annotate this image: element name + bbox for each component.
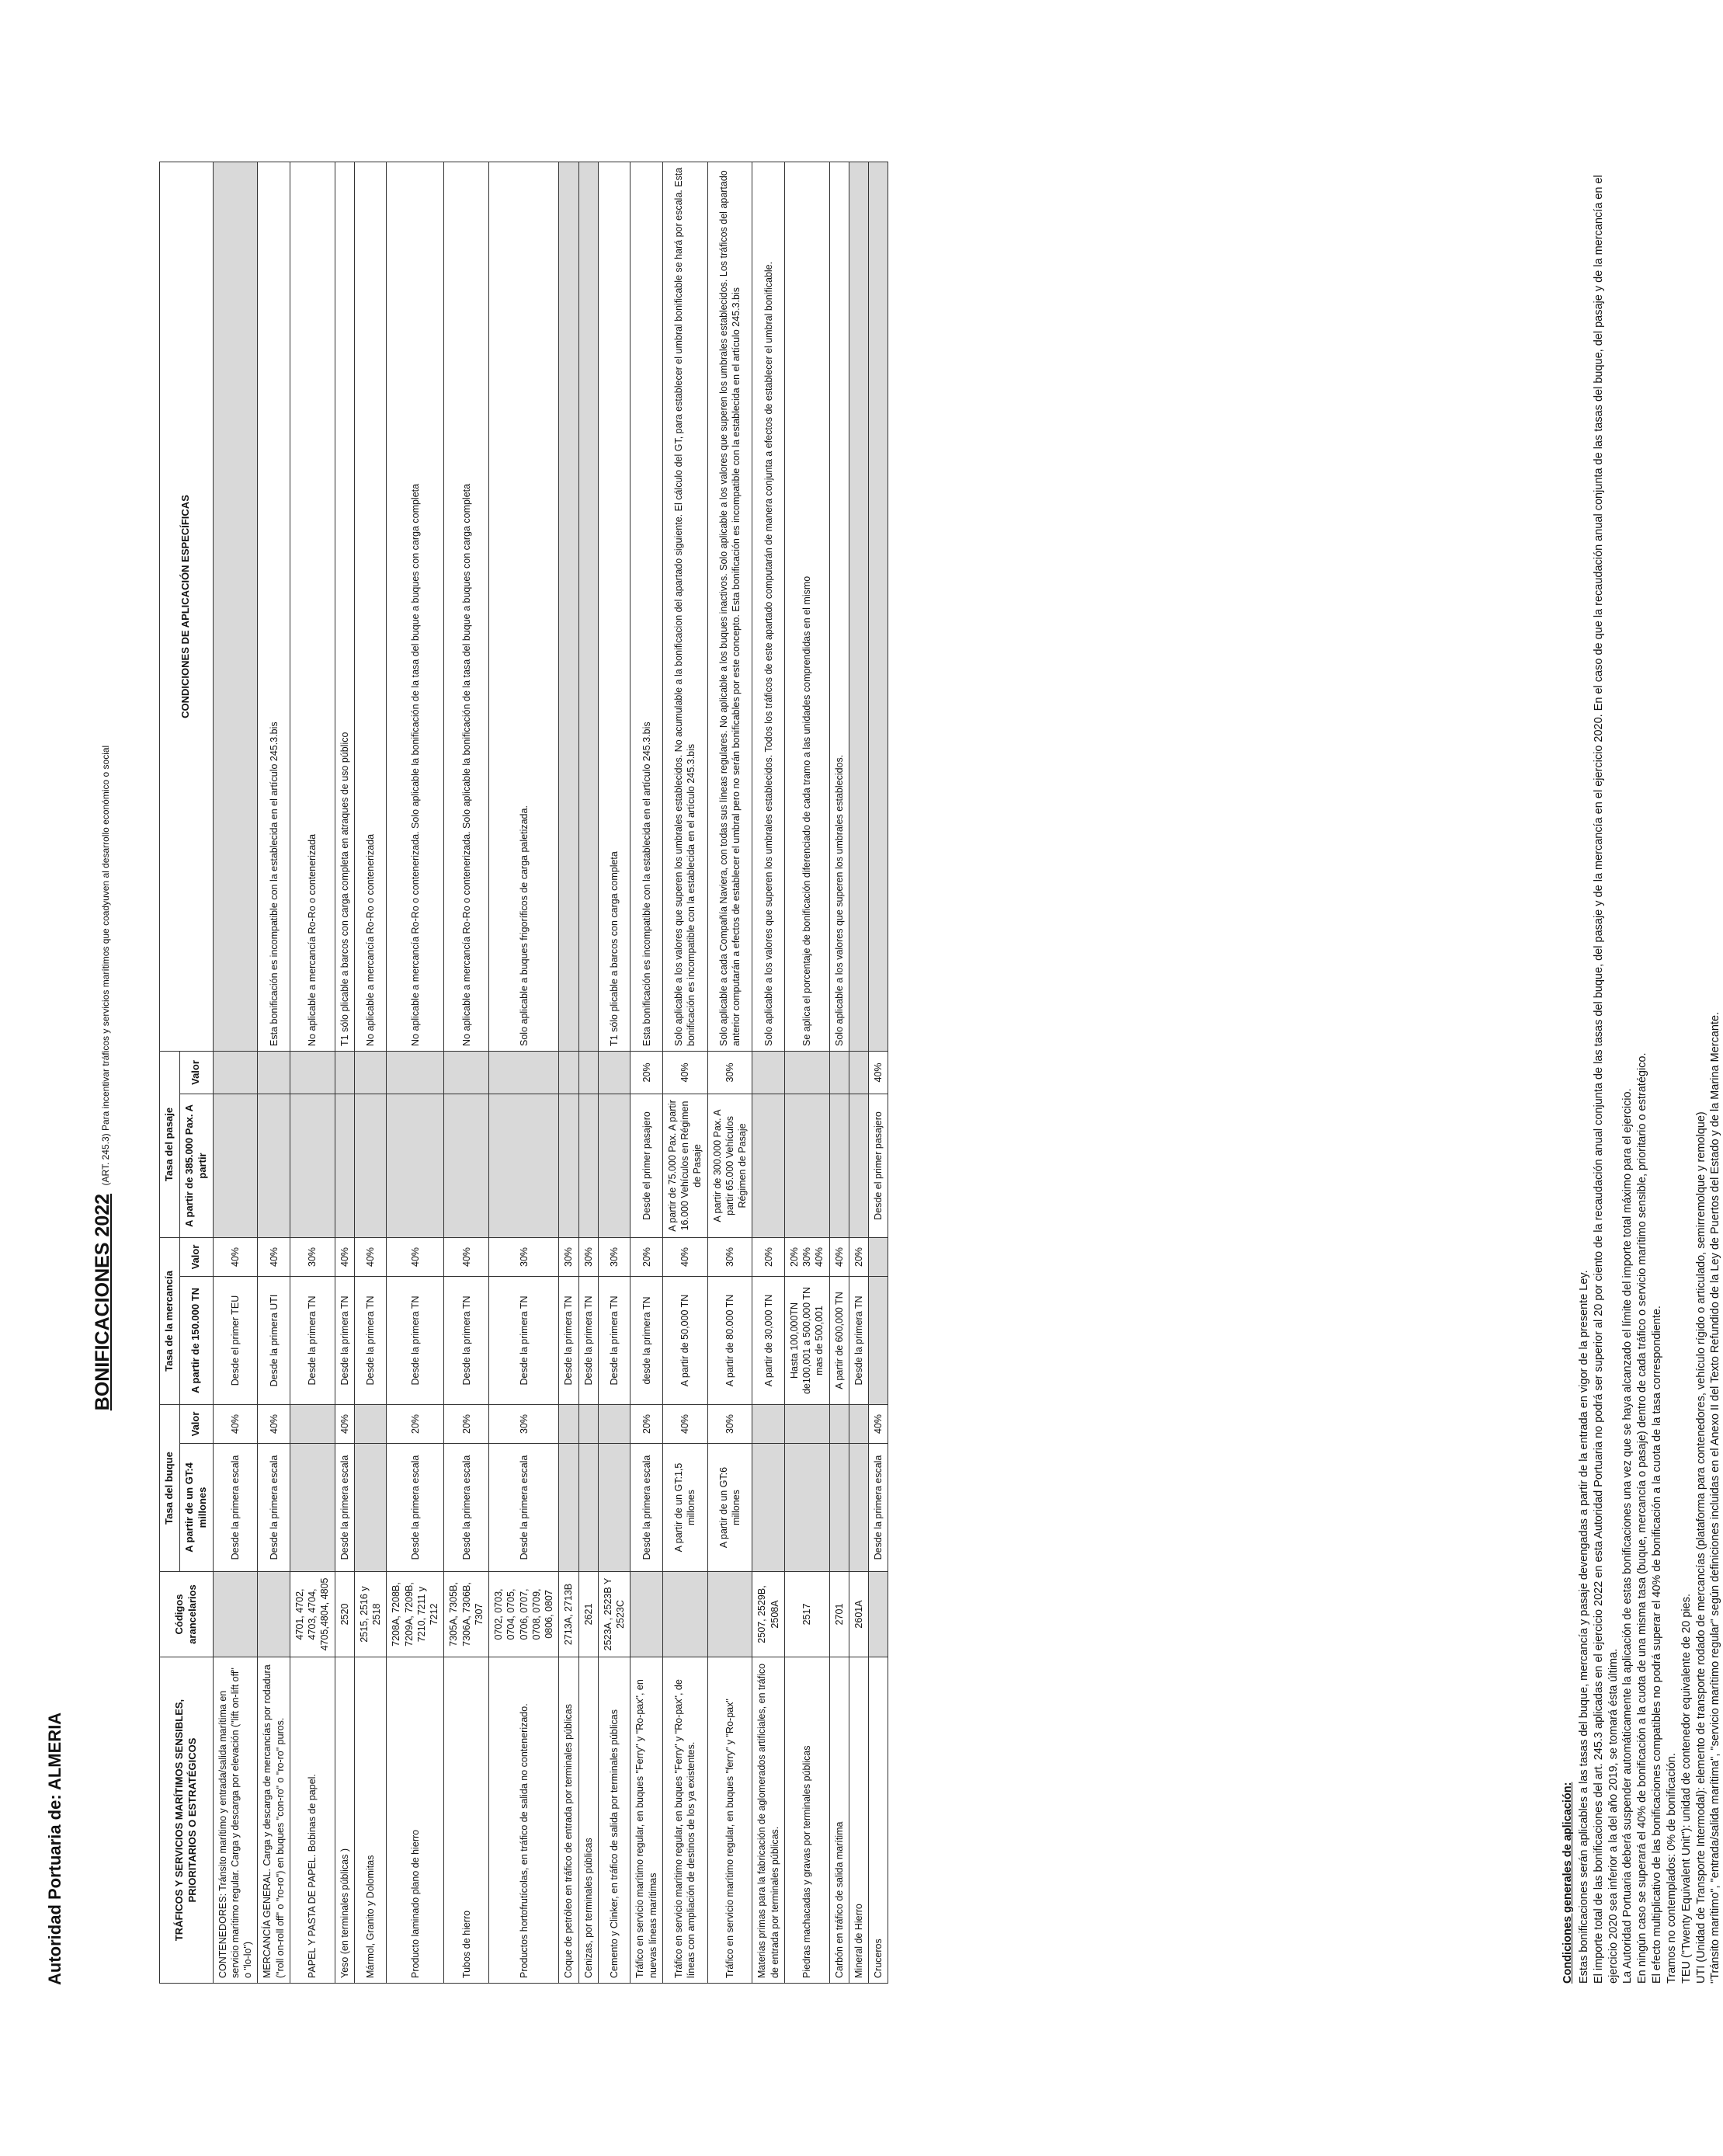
header-buque-umbral: A partir de un GT:4 millones [179,1444,213,1572]
cell-buque-valor: 20% [630,1404,663,1443]
cell-trafico: Tráfico en servicio marítimo regular, en buques "ferry" y "Ro-pax" [707,1657,752,1984]
cell-buque: Desde la primera escala [213,1444,258,1572]
cell-mercancia-valor: 40% [444,1237,489,1276]
cell-pasaje-valor [598,1051,630,1094]
cell-codigos: 2515, 2516 y 2518 [354,1572,387,1657]
cell-condiciones [578,162,598,1051]
cell-pasaje: A partir de 75.000 Pax. A partir 16.000 Vehículos en Régimen de Pasaje [662,1094,707,1237]
cell-codigos: 2713A, 2713B [559,1572,578,1657]
cell-mercancia: A partir de 30,000 TN [752,1276,785,1404]
cell-condiciones: T1 sólo plicable a barcos con carga completa [598,162,630,1051]
cell-buque-valor: 40% [662,1404,707,1443]
table-row [630,162,663,1983]
cell-condiciones [869,162,888,1051]
condition-line: El importe total de las bonificaciones del art. 245.3 aplicadas en el ejercicio 2022 en esta Autoridad Portuaria no podrá ser superior al 20 por ciento de la recaudación anual conjunta de las tasas del buque, del pasaje y de la mercancía en el ejercicio 2020. En el caso de que la recaudación anual conjunta de las tasas del buque, del pasaje y de la mercancía en el ejercicio 2020 sea inferior a la del año 2019, se tomará ésta última. [1592,175,1620,1984]
cell-pasaje [335,1094,354,1237]
cell-pasaje-valor [559,1051,578,1094]
cell-condiciones: T1 sólo plicable a barcos con carga completa en atraques de uso público [335,162,354,1051]
cell-mercancia-valor: 40% [829,1237,849,1276]
cell-mercancia-valor: 40% [258,1237,290,1276]
cell-mercancia-valor: 30% [290,1237,335,1276]
cell-pasaje [598,1094,630,1237]
cell-pasaje-valor [489,1051,559,1094]
cell-buque-valor [559,1404,578,1443]
cell-trafico: Materias primas para la fabricación de aglomerados artificiales, en tráfico de entrada por terminales públicas. [752,1657,785,1984]
cell-trafico: Carbón en tráfico de salida marítima [829,1657,849,1984]
cell-pasaje-valor [829,1051,849,1094]
cell-mercancia: A partir de 80.000 TN [707,1276,752,1404]
cell-buque [752,1444,785,1572]
cell-buque [354,1444,387,1572]
table-row [849,162,868,1983]
cell-buque: Desde la primera escala [387,1444,444,1572]
cell-condiciones: Esta bonificación es incompatible con la establecida en el artículo 245.3.bis [258,162,290,1051]
header-mercancia: Tasa de la mercancía [160,1237,180,1404]
cell-codigos: 7208A, 7208B, 7209A, 7209B, 7210, 7211 y 7212 [387,1572,444,1657]
cell-mercancia: Desde la primera TN [559,1276,578,1404]
cell-buque-valor [290,1404,335,1443]
cell-pasaje-valor [258,1051,290,1094]
cell-pasaje [387,1094,444,1237]
cell-trafico: Coque de petróleo en tráfico de entrada por terminales públicas [559,1657,578,1984]
table-row [258,162,290,1983]
header-pasaje: Tasa del pasaje [160,1051,180,1237]
cell-mercancia-valor [869,1237,888,1276]
cell-buque: A partir de un GT:6 millones [707,1444,752,1572]
table-row [354,162,387,1983]
cell-codigos [869,1572,888,1657]
cell-buque-valor [829,1404,849,1443]
cell-codigos: 2621 [578,1572,598,1657]
table-row [387,162,444,1983]
cell-codigos: 2601A [849,1572,868,1657]
cell-mercancia-valor: 30% [489,1237,559,1276]
cell-mercancia: A partir de 600,000 TN [829,1276,849,1404]
cell-trafico: Piedras machacadas y gravas por terminales públicas [784,1657,829,1984]
header-condiciones: CONDICIONES DE APLICACIÓN ESPECÍFICAS [160,162,214,1051]
cell-mercancia-valor: 30% [707,1237,752,1276]
cell-buque [784,1444,829,1572]
cell-pasaje-valor [578,1051,598,1094]
cell-condiciones: No aplicable a mercancía Ro-Ro o contenerizada. Solo aplicable la bonificación de la tasa del buque a buques con carga completa [387,162,444,1051]
conditions-title: Condiciones generales de aplicación: [1561,1782,1574,1984]
cell-buque [290,1444,335,1572]
cell-mercancia: Desde la primera TN [290,1276,335,1404]
cell-buque-valor: 40% [258,1404,290,1443]
header-buque: Tasa del buque [160,1404,180,1571]
cell-pasaje-valor [752,1051,785,1094]
cell-pasaje: A partir de 300.000 Pax. A partir 65.000 Vehículos Régimen de Pasaje [707,1094,752,1237]
condition-line: En ningún caso se superará el 40% de bonificación a la cuota de una misma tasa (buque, mercancía o pasaje) dentro de cada tráfico o servicio marítimo sensible, prioritario o estratégico. [1636,1052,1649,1984]
cell-mercancia: Hasta 100,000TN de100,001 a 500,000 TN mas de 500,001 [784,1276,829,1404]
cell-condiciones: Solo aplicable a los valores que superen los umbrales establecidos. Todos los tráficos de este apartado computarán de manera conjunta a efectos de establecer el umbral bonificable. [752,162,785,1051]
table-row [707,162,752,1983]
conditions-lines [1577,162,1723,1984]
cell-condiciones: Solo aplicable a los valores que superen los umbrales establecidos. [829,162,849,1051]
cell-buque: Desde la primera escala [444,1444,489,1572]
cell-condiciones: No aplicable a mercancía Ro-Ro o contenerizada. Solo aplicable la bonificación de la tasa del buque a buques con carga completa [444,162,489,1051]
cell-mercancia-valor: 30% [578,1237,598,1276]
table-row [578,162,598,1983]
cell-pasaje [290,1094,335,1237]
cell-condiciones: No aplicable a mercancía Ro-Ro o contenerizada [354,162,387,1051]
cell-pasaje-valor [354,1051,387,1094]
cell-pasaje [489,1094,559,1237]
cell-mercancia: Desde la primera TN [489,1276,559,1404]
cell-codigos: 0702, 0703, 0704, 0705, 0706, 0707, 0708, 0709, 0806, 0807 [489,1572,559,1657]
cell-mercancia-valor: 20% 30% 40% [784,1237,829,1276]
cell-condiciones [559,162,578,1051]
table-row [335,162,354,1983]
cell-buque: Desde la primera escala [489,1444,559,1572]
cell-mercancia [869,1276,888,1404]
cell-condiciones: Solo aplicable a los valores que superen los umbrales establecidos. No acumulable a la bonificacion del apartado siguiente. El cálculo del GT, para establecer el umbral bonificable se hará por escala. Esta bonificación es incompatible con la establecida en el artículo 245.3.bis [662,162,707,1051]
title-line [92,0,114,2156]
cell-buque-valor [598,1404,630,1443]
cell-pasaje [752,1094,785,1237]
cell-buque [849,1444,868,1572]
condition-line: "Tránsito marítimo", "entrada/salida marítima", "servicio marítimo regular" según definiciones incluidas en el Anexo II del Texto Refundido de la Ley de Puertos del Estado y de la Marina Mercante. [1709,1011,1722,1984]
table-row [290,162,335,1983]
cell-mercancia-valor: 20% [752,1237,785,1276]
cell-trafico: Cruceros [869,1657,888,1984]
header-mercancia-valor: Valor [179,1237,213,1276]
cell-codigos [213,1572,258,1657]
page-subtitle: (ART. 245.3) Para incentivar tráficos y servicios marítimos que coadyuven al desarrollo económico o social [100,745,111,1186]
cell-pasaje [258,1094,290,1237]
cell-buque-valor [752,1404,785,1443]
table-row [662,162,707,1983]
cell-pasaje-valor [784,1051,829,1094]
table-row [598,162,630,1983]
cell-pasaje: Desde el primer pasajero [630,1094,663,1237]
table-row [213,162,258,1983]
cell-pasaje-valor [387,1051,444,1094]
cell-trafico: CONTENEDORES: Tránsito marítimo y entrada/salida marítima en servicio marítimo regular. Carga y descarga por elevación ("lift on-lift off" o "lo-lo") [213,1657,258,1984]
cell-buque: Desde la primera escala [869,1444,888,1572]
cell-buque: A partir de un GT:1,5 millones [662,1444,707,1572]
cell-pasaje [578,1094,598,1237]
header-pasaje-valor: Valor [179,1051,213,1094]
cell-buque-valor: 20% [387,1404,444,1443]
header-trafico: TRÁFICOS Y SERVICIOS MARÍTIMOS SENSIBLES, PRIORITARIOS O ESTRATÉGICOS [160,1657,214,1984]
cell-condiciones: Esta bonificación es incompatible con la establecida en el artículo 245.3.bis [630,162,663,1051]
cell-mercancia-valor: 30% [559,1237,578,1276]
cell-trafico: MERCANCÍA GENERAL. Carga y descarga de mercancías por rodadura ("roll on-roll off" o "ro-ro") en buques "con-ro" o "ro-ro" puros. [258,1657,290,1984]
cell-buque-valor: 30% [707,1404,752,1443]
cell-mercancia-valor: 40% [213,1237,258,1276]
table-row [829,162,849,1983]
cell-trafico: Productos hortofrutícolas, en tráfico de salida no contenerizado. [489,1657,559,1984]
cell-codigos: 2507, 2529B, 2508A [752,1572,785,1657]
cell-mercancia: Desde la primera TN [335,1276,354,1404]
cell-codigos [707,1572,752,1657]
cell-pasaje-valor [335,1051,354,1094]
cell-buque: Desde la primera escala [258,1444,290,1572]
table-row [869,162,888,1983]
cell-mercancia: Desde la primera TN [598,1276,630,1404]
table-row [444,162,489,1983]
condition-line: TEU ("Twenty Equivalent Unit"): unidad de contenedor equivalente de 20 pies. [1680,1594,1693,1984]
cell-pasaje-valor [213,1051,258,1094]
condition-line: El efecto multiplicativo de las bonificaciones compatibles no podrá superar el 40% de bonificación a la cuota de la tasa correspondiente. [1651,1306,1664,1984]
cell-mercancia: Desde la primera TN [444,1276,489,1404]
cell-mercancia-valor: 40% [387,1237,444,1276]
bonificaciones-table [159,162,888,1984]
cell-condiciones: Solo aplicable a cada Compañía Naviera, con todas sus líneas regulares. No aplicable a los buques inactivos. Solo aplicable a los valores que superen los umbrales establecidos. Los tráficos del apartado anterior computarán a efectos de establecer el umbral pero no serán bonificables por este concepto. Esta bonificación es incompatible con la establecida en el artículo 245.3.bis [707,162,752,1051]
cell-condiciones: No aplicable a mercancía Ro-Ro o contenerizada [290,162,335,1051]
table-body [213,162,888,1983]
cell-mercancia: desde la primera TN [630,1276,663,1404]
cell-condiciones: Se aplica el porcentaje de bonificación diferenciado de cada tramo a las unidades comprendidas en el mismo [784,162,829,1051]
cell-codigos [630,1572,663,1657]
table-row [784,162,829,1983]
cell-condiciones: Solo aplicable a buques frigoríficos de carga paletizada. [489,162,559,1051]
cell-condiciones [849,162,868,1051]
cell-trafico: Producto laminado plano de hierro [387,1657,444,1984]
condition-line: Tramos no contemplados: 0% de bonificación. [1665,1753,1678,1984]
cell-pasaje [213,1094,258,1237]
cell-buque-valor: 40% [335,1404,354,1443]
cell-mercancia-valor: 40% [354,1237,387,1276]
cell-codigos: 2523A , 2523B Y 2523C [598,1572,630,1657]
cell-pasaje [354,1094,387,1237]
cell-pasaje [559,1094,578,1237]
cell-buque [829,1444,849,1572]
cell-pasaje-valor [444,1051,489,1094]
cell-mercancia: Desde el primer TEU [213,1276,258,1404]
cell-pasaje-valor: 20% [630,1051,663,1094]
cell-mercancia: Desde la primera TN [354,1276,387,1404]
cell-buque-valor [354,1404,387,1443]
table-row [752,162,785,1983]
cell-pasaje [829,1094,849,1237]
cell-codigos: 4701, 4702, 4703, 4704, 4705,4804, 4805 [290,1572,335,1657]
cell-buque-valor: 40% [213,1404,258,1443]
cell-pasaje [784,1094,829,1237]
cell-mercancia: Desde la primera TN [578,1276,598,1404]
cell-trafico: Mármol, Granito y Dolomitas [354,1657,387,1984]
page-title: BONIFICACIONES 2022 [92,1193,113,1411]
cell-buque-valor: 30% [489,1404,559,1443]
cell-buque: Desde la primera escala [630,1444,663,1572]
cell-trafico: Tubos de hierro [444,1657,489,1984]
cell-buque [559,1444,578,1572]
cell-mercancia-valor: 20% [849,1237,868,1276]
cell-pasaje-valor: 30% [707,1051,752,1094]
cell-trafico: PAPEL Y PASTA DE PAPEL. Bobinas de papel. [290,1657,335,1984]
cell-buque-valor [578,1404,598,1443]
cell-mercancia: Desde la primera UTI [258,1276,290,1404]
cell-trafico: Cenizas, por terminales públicas [578,1657,598,1984]
cell-trafico: Yeso (en terminales públicas ) [335,1657,354,1984]
cell-trafico: Mineral de Hierro [849,1657,868,1984]
table-row [559,162,578,1983]
cell-mercancia-valor: 40% [662,1237,707,1276]
cell-codigos: 2517 [784,1572,829,1657]
cell-mercancia-valor: 20% [630,1237,663,1276]
cell-codigos [258,1572,290,1657]
cell-codigos: 2701 [829,1572,849,1657]
authority-name: Autoridad Portuaria de: ALMERIA [45,1712,64,1985]
cell-mercancia-valor: 40% [335,1237,354,1276]
cell-pasaje-valor: 40% [869,1051,888,1094]
cell-trafico: Cemento y Clinker, en tráfico de salida por terminales públicas [598,1657,630,1984]
cell-buque [578,1444,598,1572]
general-conditions [1561,162,1723,1984]
cell-pasaje: Desde el primer pasajero [869,1094,888,1237]
cell-pasaje-valor [849,1051,868,1094]
header-buque-valor: Valor [179,1404,213,1443]
cell-pasaje [849,1094,868,1237]
cell-pasaje-valor: 40% [662,1051,707,1094]
cell-pasaje [444,1094,489,1237]
cell-buque: Desde la primera escala [335,1444,354,1572]
cell-codigos: 7305A, 7305B, 7306A, 7306B, 7307 [444,1572,489,1657]
cell-codigos: 2520 [335,1572,354,1657]
header-codigos: Códigos arancelarios [160,1572,214,1657]
cell-buque-valor [849,1404,868,1443]
cell-mercancia: Desde la primera TN [387,1276,444,1404]
cell-buque-valor: 20% [444,1404,489,1443]
condition-line: La Autoridad Portuaria deberá suspender automáticamente la aplicación de estas bonificaciones una vez que se haya alcanzado el límite del importe total máximo para el ejercicio. [1621,1088,1634,1984]
cell-pasaje-valor [290,1051,335,1094]
cell-trafico: Tráfico en servicio marítimo regular, en buques "Ferry" y "Ro-pax", de líneas con ampliación de destinos de los ya existentes. [662,1657,707,1984]
header-mercancia-umbral: A partir de 150.000 TN [179,1276,213,1404]
header-pasaje-umbral: A partir de 385.000 Pax. A partir [179,1094,213,1237]
cell-mercancia: A partir de 50,000 TN [662,1276,707,1404]
condition-line: Estas bonificaciones serán aplicables a las tasas del buque, mercancía y pasaje devengadas a partir de la entrada en vigor de la presente Ley. [1577,1270,1590,1984]
cell-mercancia-valor: 30% [598,1237,630,1276]
cell-buque [598,1444,630,1572]
cell-buque-valor: 40% [869,1404,888,1443]
cell-mercancia: Desde la primera TN [849,1276,868,1404]
cell-codigos [662,1572,707,1657]
table-row [489,162,559,1983]
cell-trafico: Tráfico en servicio marítimo regular, en buques "Ferry" y "Ro-pax", en nuevas líneas marítimas [630,1657,663,1984]
cell-condiciones [213,162,258,1051]
cell-buque-valor [784,1404,829,1443]
condition-line: UTI (Unidad de Transporte Intermodal): elemento de transporte rodado de mercancías (plataforma para contenedores, vehículo rígido o articulado, semirremolque y remolque) [1694,1111,1707,1984]
